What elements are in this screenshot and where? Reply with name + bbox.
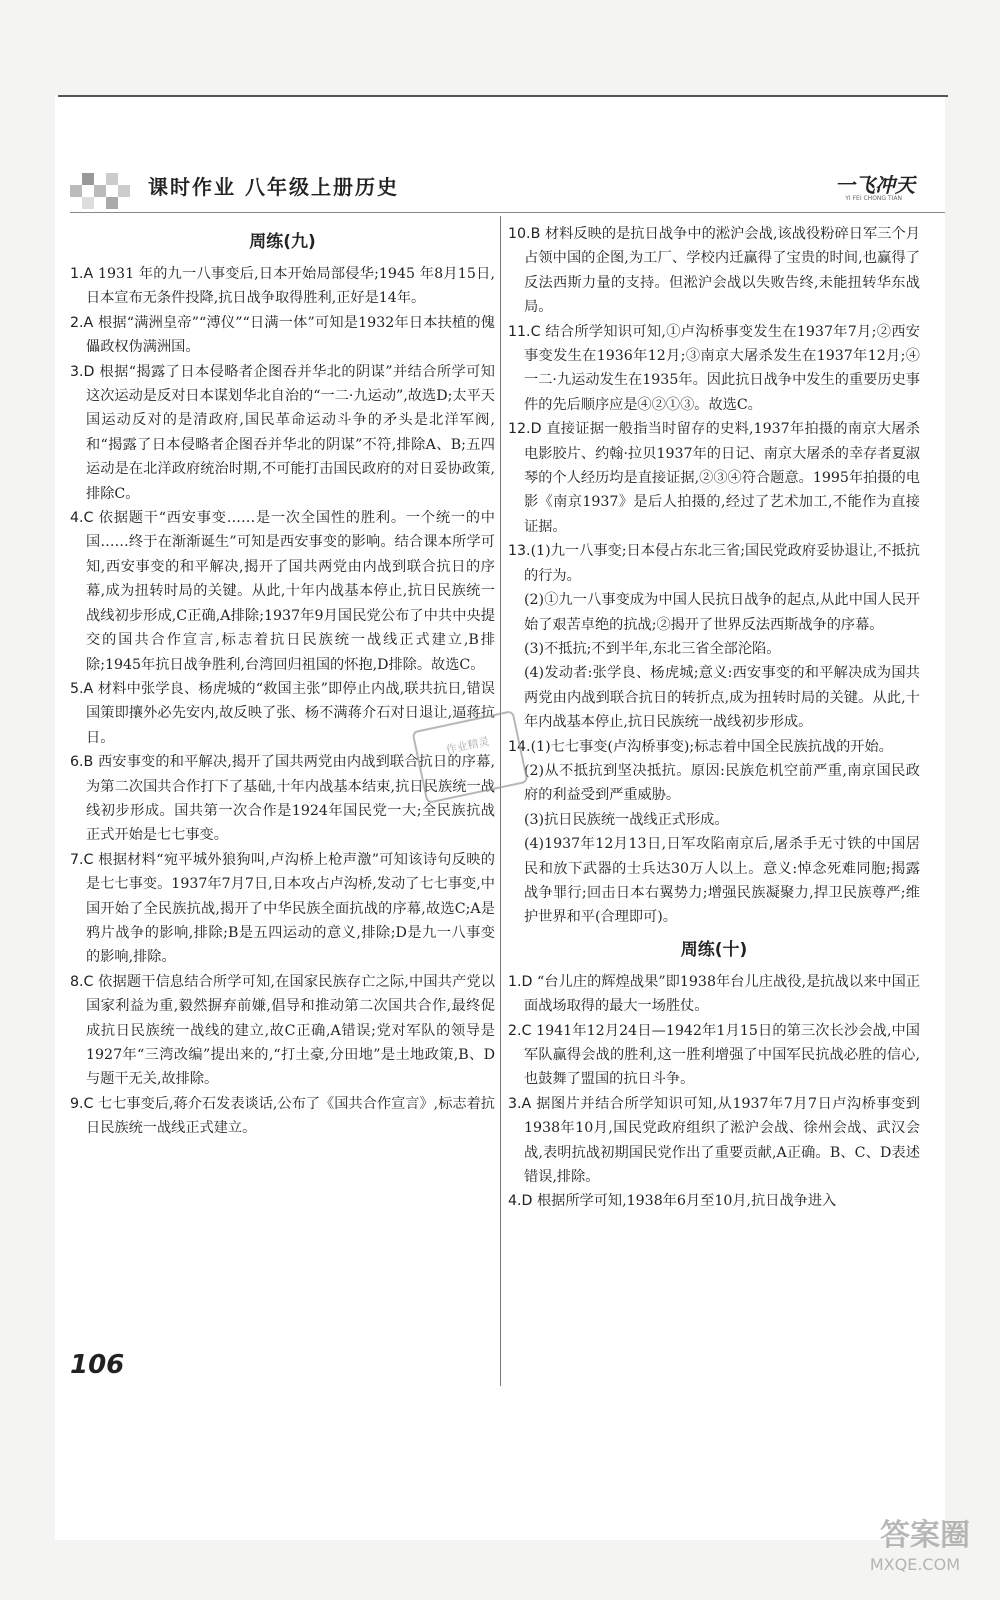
answer-part: (3)不抵抗;不到半年,东北三省全部沦陷。 — [524, 640, 781, 657]
question-number: 6.B — [70, 754, 94, 771]
answer-item — [508, 320, 920, 418]
top-rule — [58, 95, 948, 97]
question-number: 4.C — [70, 510, 94, 527]
answer-text: 根据材料“宛平城外狼狗叫,卢沟桥上枪声激”可知该诗句反映的是七七事变。1937年7月7日,日本攻占卢沟桥,发动了七七事变,中国开始了全民族抗战,揭开了中华民族全面抗战的序幕,故选C;A是鸦片战争的影响,排除;B是五四运动的意义,排除;D是九一八事变的影响,排除。 — [86, 851, 495, 966]
answer-item — [70, 506, 495, 677]
answer-part: (2)从不抵抗到坚决抵抗。原因:民族危机空前严重,南京国民政府的利益受到严重威胁。 — [524, 762, 920, 804]
page-header — [70, 165, 950, 213]
answer-item — [508, 1019, 920, 1092]
question-number: 8.C — [70, 973, 94, 990]
answer-item — [70, 311, 495, 360]
answer-text: 西安事变的和平解决,揭开了国共两党由内战到联合抗日的序幕,为第二次国共合作打下了基础,十年内战基本结束,抗日民族统一战线初步形成。国共第一次合作是1924年国民党一大;全民族抗战正式开始是七七事变。 — [86, 754, 495, 844]
question-14 — [508, 735, 920, 759]
answer-item — [70, 1092, 495, 1141]
question-number: 1.A — [70, 266, 94, 282]
question-number: 5.A — [70, 680, 94, 697]
site-watermark: 答案圈 — [880, 1518, 970, 1553]
logo-squares-icon — [70, 165, 135, 213]
answer-text: 材料中张学良、杨虎城的“救国主张”即停止内战,联共抗日,错误国策即攘外必先安内,故反映了张、杨不满蒋介石对日退让,逼蒋抗日。 — [86, 680, 495, 746]
question-number: 13. — [508, 543, 531, 560]
answer-text: 依据题干“西安事变……是一次全国性的胜利。一个统一的中国……终于在渐渐诞生”可知是西安事变的影响。结合课本所学可知,西安事变的和平解决,揭开了国共两党由内战到联合抗日的序幕,成为扭转时局的关键。从此,十年内战基本停止,抗日民族统一战线初步形成,C正确,A排除;1937年9月国民党公布了中共中央提交的国共合作宣言,标志着抗日民族统一战线正式建立,B排除;1945年抗日战争胜利,台湾回归祖国的怀抱,D排除。故选C。 — [86, 510, 495, 673]
brand-subtitle: YI FEI CHONG TIAN — [845, 195, 902, 202]
page-number: 106 — [70, 1350, 125, 1380]
header-rule — [70, 212, 945, 213]
section-title-week10: 周练(十) — [680, 939, 748, 960]
answer-text: 七七事变后,蒋介石发表谈话,公布了《国共合作宣言》,标志着抗日民族统一战线正式建立。 — [86, 1095, 495, 1137]
header-title: 课时作业 八年级上册历史 — [148, 175, 399, 199]
question-number: 3.A — [508, 1095, 532, 1112]
answer-text: 材料反映的是抗日战争中的淞沪会战,该战役粉碎日军三个月占领中国的企图,为工厂、学校内迁赢得了宝贵的时间,也赢得了反法西斯力量的支持。但淞沪会战以失败告终,未能扭转华东战局。 — [524, 226, 920, 316]
answer-item — [70, 970, 495, 1092]
answer-part: (1)七七事变(卢沟桥事变);标志着中国全民族抗战的开始。 — [530, 738, 893, 755]
question-13 — [508, 539, 920, 588]
answer-text: 直接证据一般指当时留存的史料,1937年拍摄的南京大屠杀电影胶片、约翰·拉贝1937年的日记、南京大屠杀的幸存者夏淑琴的个人经历均是直接证据,②③④符合题意。1995年拍摄的电影《南京1937》是后人拍摄的,经过了艺术加工,不能作为直接证据。 — [524, 421, 920, 535]
left-column — [70, 222, 495, 1141]
question-number: 1.D — [508, 973, 533, 990]
answer-item — [508, 1092, 920, 1190]
answer-text: 据图片并结合所学知识可知,从1937年7月7日卢沟桥事变到1938年10月,国民党政府组织了淞沪会战、徐州会战、武汉会战,表明抗战初期国民党作出了重要贡献,A正确。B、C、D表述错误,排除。 — [524, 1095, 920, 1186]
answer-item — [70, 262, 495, 311]
question-number: 11.C — [508, 323, 541, 340]
column-divider — [500, 216, 501, 1386]
right-column — [508, 222, 920, 1214]
question-number: 3.D — [70, 363, 95, 380]
question-number: 7.C — [70, 851, 94, 868]
question-number: 10.B — [508, 226, 541, 242]
question-number: 9.C — [70, 1095, 94, 1112]
answer-part: (1)九一八事变;日本侵占东北三省;国民党政府妥协退让,不抵抗的行为。 — [524, 543, 920, 584]
answer-item — [508, 222, 920, 320]
question-number: 12.D — [508, 421, 542, 438]
answer-text: “台儿庄的辉煌战果”即1938年台儿庄战役,是抗战以来中国正面战场取得的最大一场胜仗。 — [524, 973, 921, 1015]
answer-item — [70, 848, 495, 970]
answer-text: 依据题干信息结合所学可知,在国家民族存亡之际,中国共产党以国家利益为重,毅然摒弃前嫌,倡导和推动第二次国共合作,最终促成抗日民族统一战线的建立,故C正确,A错误;党对军队的领导是1927年“三湾改编”提出来的,“打土豪,分田地”是土地政策,B、D与题干无关,故排除。 — [86, 973, 495, 1088]
answer-text: 1931 年的九一八事变后,日本开始局部侵华;1945 年8月15日,日本宣布无条件投降,抗日战争取得胜利,正好是14年。 — [86, 266, 495, 307]
brand-logo: 一飞冲天 — [835, 173, 915, 197]
answer-item — [508, 970, 920, 1019]
site-watermark-url: MXQE.COM — [869, 1555, 960, 1574]
question-number: 2.C — [508, 1022, 532, 1039]
answer-item — [70, 360, 495, 506]
answer-text: 根据所学可知,1938年6月至10月,抗日战争进入 — [536, 1193, 837, 1210]
answer-item — [508, 1189, 920, 1213]
stamp-watermark: 作业精灵 — [411, 710, 528, 804]
answer-item — [508, 417, 920, 539]
answer-part: (3)抗日民族统一战线正式形成。 — [524, 811, 729, 828]
section-title-week9: 周练(九) — [249, 232, 316, 252]
answer-text: 1941年12月24日—1942年1月15日的第三次长沙会战,中国军队赢得会战的胜利,这一胜利增强了中国军民抗战必胜的信心,也鼓舞了盟国的抗日斗争。 — [524, 1022, 920, 1088]
question-number: 4.D — [508, 1193, 533, 1210]
answer-part: (2)①九一八事变成为中国人民抗日战争的起点,从此中国人民开始了艰苦卓绝的抗战;②揭开了世界反法西斯战争的序幕。 — [524, 592, 920, 633]
answer-text: 结合所学知识可知,①卢沟桥事变发生在1937年7月;②西安事变发生在1936年12月;③南京大屠杀发生在1937年12月;④一二·九运动发生在1935年。因此抗日战争中发生的重要历史事件的先后顺序应是④②①③。故选C。 — [524, 323, 920, 413]
question-number: 14. — [508, 738, 531, 755]
answer-text: 根据“满洲皇帝”“溥仪”“日满一体”可知是1932年日本扶植的傀儡政权伪满洲国。 — [86, 314, 495, 356]
answer-part: (4)发动者:张学良、杨虎城;意义:西安事变的和平解决成为国共两党由内战到联合抗日的转折点,成为扭转时局的关键。从此,十年内战基本停止,抗日民族统一战线初步形成。 — [524, 665, 920, 731]
answer-part: (4)1937年12月13日,日军攻陷南京后,屠杀手无寸铁的中国居民和放下武器的士兵达30万人以上。意义:悼念死难同胞;揭露战争罪行;回击日本右翼势力;增强民族凝聚力,捍卫民族尊严;维护世界和平(合理即可)。 — [524, 836, 920, 926]
answer-text: 根据“揭露了日本侵略者企图吞并华北的阴谋”并结合所学可知这次运动是反对日本谋划华北自治的“一二·九运动”,故选D;太平天国运动反对的是清政府,国民革命运动斗争的矛头是北洋军阀,和“揭露了日本侵略者企图吞并华北的阴谋”不符,排除A、B;五四运动是在北洋政府统治时期,不可能打击国民政府的对日妥协政策,排除C。 — [86, 363, 495, 502]
question-number: 2.A — [70, 314, 94, 331]
